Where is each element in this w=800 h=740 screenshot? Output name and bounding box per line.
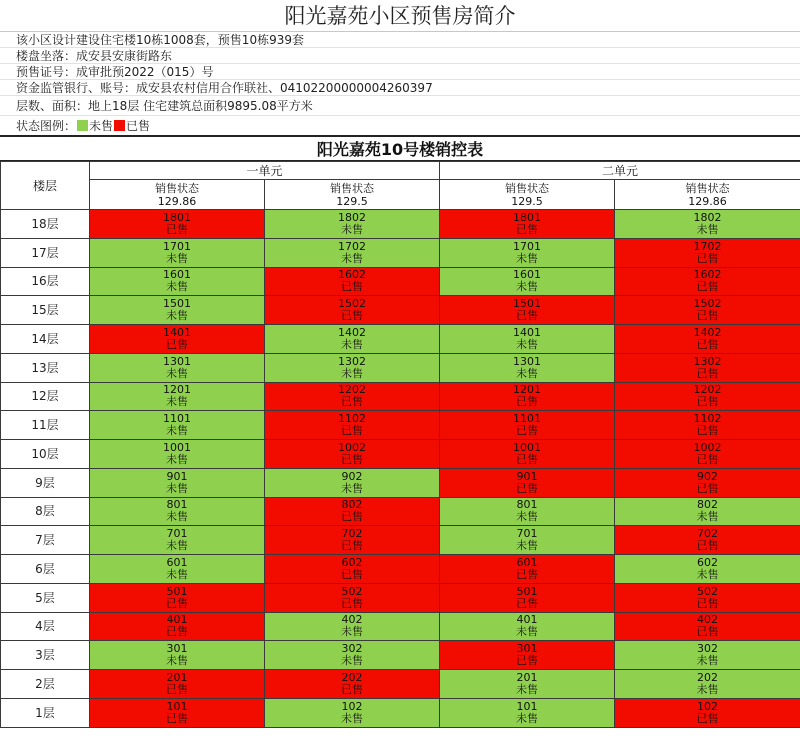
floor-row — [1, 296, 800, 325]
room-number: 102 — [341, 699, 363, 713]
room-cell — [90, 583, 265, 612]
room-cell — [265, 555, 440, 584]
room-status: 未售 — [166, 280, 188, 294]
room-status: 已售 — [341, 452, 363, 466]
floor-label: 4层 — [1, 612, 90, 641]
column-header-area: 129.5 — [511, 194, 543, 208]
room-status: 未售 — [516, 280, 539, 294]
room-number: 202 — [341, 670, 363, 684]
room-cell — [440, 440, 615, 469]
room-status: 已售 — [696, 539, 719, 553]
room-status: 已售 — [696, 711, 719, 725]
room-number: 701 — [516, 527, 538, 541]
room-status: 已售 — [341, 424, 363, 438]
room-cell — [440, 497, 615, 526]
room-status: 已售 — [166, 337, 188, 351]
room-status: 未售 — [341, 711, 363, 725]
room-status: 已售 — [696, 251, 719, 265]
room-cell — [440, 526, 615, 555]
room-number: 1701 — [163, 239, 191, 253]
room-cell — [615, 468, 800, 497]
room-status: 未售 — [166, 251, 188, 265]
room-cell — [90, 612, 265, 641]
room-number: 301 — [166, 642, 188, 656]
room-number: 1201 — [513, 383, 542, 397]
room-status: 未售 — [516, 625, 539, 639]
room-cell — [615, 267, 800, 296]
floor-row — [1, 670, 800, 699]
room-cell — [265, 382, 440, 411]
room-number: 1401 — [513, 325, 542, 339]
room-cell — [615, 670, 800, 699]
room-status: 已售 — [696, 625, 719, 639]
room-number: 1101 — [163, 412, 191, 426]
room-number: 802 — [341, 498, 363, 512]
room-number: 402 — [341, 613, 363, 627]
floor-row — [1, 497, 800, 526]
unit-one-header: 一单元 — [90, 162, 440, 180]
room-number: 1402 — [693, 325, 722, 339]
room-number: 1102 — [338, 412, 366, 426]
room-cell — [615, 698, 800, 727]
room-cell — [265, 296, 440, 325]
room-cell — [615, 641, 800, 670]
room-cell — [265, 698, 440, 727]
room-cell — [90, 382, 265, 411]
column-header-area: 129.5 — [336, 194, 368, 208]
room-cell — [90, 641, 265, 670]
floor-label: 11层 — [1, 411, 90, 440]
room-number: 901 — [516, 469, 538, 483]
room-number: 401 — [166, 613, 188, 627]
room-cell — [615, 296, 800, 325]
room-number: 702 — [697, 527, 719, 541]
room-number: 202 — [697, 670, 719, 684]
room-number: 1501 — [513, 297, 542, 311]
room-cell — [440, 612, 615, 641]
room-number: 801 — [166, 498, 188, 512]
room-number: 601 — [516, 555, 538, 569]
room-cell — [440, 296, 615, 325]
room-cell — [440, 670, 615, 699]
floor-row — [1, 238, 800, 267]
room-status: 已售 — [516, 395, 539, 409]
floor-row — [1, 440, 800, 469]
room-number: 1202 — [338, 383, 366, 397]
room-number: 1601 — [513, 268, 542, 282]
floor-label: 9层 — [1, 468, 90, 497]
room-cell — [440, 698, 615, 727]
room-number: 802 — [697, 498, 719, 512]
room-cell — [440, 583, 615, 612]
room-cell — [265, 210, 440, 239]
floor-label: 18层 — [1, 210, 90, 239]
floor-label: 1层 — [1, 698, 90, 727]
legend-label: 状态图例： — [16, 119, 77, 133]
room-cell — [90, 468, 265, 497]
room-number: 701 — [166, 527, 188, 541]
legend-sold-swatch — [114, 120, 125, 131]
room-number: 902 — [697, 469, 719, 483]
room-number: 1302 — [338, 354, 366, 368]
room-cell — [265, 526, 440, 555]
room-cell — [90, 497, 265, 526]
room-cell — [90, 698, 265, 727]
room-cell — [440, 382, 615, 411]
column-header-4 — [615, 180, 800, 210]
room-status: 已售 — [696, 395, 719, 409]
room-cell — [265, 267, 440, 296]
table-title: 阳光嘉苑10号楼销控表 — [0, 135, 800, 161]
room-status: 未售 — [166, 567, 188, 581]
room-status: 已售 — [341, 309, 363, 323]
floor-row — [1, 325, 800, 354]
room-status: 未售 — [341, 654, 363, 668]
room-status: 未售 — [166, 309, 188, 323]
room-number: 1801 — [513, 210, 542, 224]
room-number: 1202 — [693, 383, 722, 397]
room-cell — [615, 411, 800, 440]
room-cell — [90, 325, 265, 354]
room-number: 602 — [341, 555, 363, 569]
room-cell — [615, 555, 800, 584]
room-cell — [90, 440, 265, 469]
room-status: 未售 — [166, 654, 188, 668]
room-cell — [615, 497, 800, 526]
room-number: 201 — [516, 670, 538, 684]
room-status: 已售 — [166, 222, 188, 236]
info-permit-line: 预售证号：成审批预2022（015）号 — [0, 64, 800, 80]
room-status: 未售 — [341, 625, 363, 639]
room-number: 1702 — [338, 239, 366, 253]
room-number: 1001 — [513, 440, 542, 454]
room-cell — [440, 210, 615, 239]
room-status: 未售 — [341, 337, 363, 351]
info-area-line-visible: 层数、面积：地上18层 住宅建筑总面积9895.08平方米 — [0, 96, 800, 116]
floor-row — [1, 353, 800, 382]
room-status: 未售 — [516, 251, 539, 265]
room-number: 601 — [166, 555, 188, 569]
room-number: 1801 — [163, 210, 191, 224]
room-cell — [90, 210, 265, 239]
room-status: 未售 — [516, 711, 539, 725]
info-bank-line: 资金监管银行、账号：成安县农村信用合作联社、04102200000004260397 — [0, 80, 800, 96]
floor-label: 10层 — [1, 440, 90, 469]
floor-label: 17层 — [1, 238, 90, 267]
room-number: 1201 — [163, 383, 191, 397]
room-number: 501 — [166, 584, 188, 598]
floor-column-header: 楼层 — [1, 162, 90, 210]
room-status: 已售 — [341, 280, 363, 294]
room-status: 已售 — [341, 596, 363, 610]
room-status: 未售 — [516, 337, 539, 351]
room-number: 1502 — [693, 297, 722, 311]
room-cell — [90, 411, 265, 440]
floor-row — [1, 583, 800, 612]
info-units-line: 该小区设计建设住宅楼10栋1008套，预售10栋939套 — [0, 32, 800, 48]
room-cell — [265, 238, 440, 267]
column-header-1 — [90, 180, 265, 210]
floor-row — [1, 526, 800, 555]
floor-label: 6层 — [1, 555, 90, 584]
room-status: 未售 — [516, 510, 539, 524]
room-number: 1502 — [338, 297, 366, 311]
room-cell — [440, 411, 615, 440]
floor-row — [1, 411, 800, 440]
floor-label: 7层 — [1, 526, 90, 555]
room-cell — [90, 526, 265, 555]
room-number: 1402 — [338, 325, 366, 339]
room-status: 已售 — [516, 309, 539, 323]
room-number: 1702 — [693, 239, 722, 253]
room-cell — [90, 670, 265, 699]
room-cell — [440, 353, 615, 382]
room-cell — [440, 641, 615, 670]
room-cell — [615, 238, 800, 267]
room-status: 未售 — [696, 682, 719, 696]
room-cell — [265, 468, 440, 497]
room-status: 未售 — [696, 654, 719, 668]
room-cell — [90, 353, 265, 382]
column-header-area: 129.86 — [157, 194, 197, 208]
room-status: 已售 — [516, 222, 539, 236]
room-status: 已售 — [696, 452, 719, 466]
floor-row — [1, 555, 800, 584]
room-status: 已售 — [696, 366, 719, 380]
room-cell — [440, 267, 615, 296]
unit-two-header: 二单元 — [440, 162, 800, 180]
room-cell — [615, 325, 800, 354]
room-status: 未售 — [516, 366, 539, 380]
room-status: 未售 — [166, 424, 188, 438]
floor-row — [1, 382, 800, 411]
room-cell — [90, 238, 265, 267]
room-cell — [615, 583, 800, 612]
room-number: 1301 — [163, 354, 191, 368]
room-status: 已售 — [516, 567, 539, 581]
room-status: 未售 — [166, 539, 188, 553]
room-status: 已售 — [166, 596, 188, 610]
room-number: 1401 — [163, 325, 191, 339]
room-number: 901 — [166, 469, 188, 483]
room-status: 未售 — [516, 539, 539, 553]
room-number: 1001 — [163, 440, 191, 454]
legend-sold-text: 已售 — [126, 119, 151, 133]
room-status: 已售 — [516, 424, 539, 438]
room-status: 未售 — [696, 510, 719, 524]
floor-label: 2层 — [1, 670, 90, 699]
room-cell — [440, 325, 615, 354]
room-status: 已售 — [341, 567, 363, 581]
room-status: 已售 — [696, 596, 719, 610]
room-status: 已售 — [341, 510, 363, 524]
floor-row — [1, 612, 800, 641]
room-status: 未售 — [166, 395, 188, 409]
room-cell — [615, 526, 800, 555]
room-status: 已售 — [516, 596, 539, 610]
room-number: 1501 — [163, 297, 191, 311]
room-status: 已售 — [696, 309, 719, 323]
table-body — [1, 210, 800, 728]
room-cell — [265, 411, 440, 440]
room-status: 未售 — [166, 510, 188, 524]
room-number: 101 — [516, 699, 538, 713]
floor-row — [1, 267, 800, 296]
room-status: 已售 — [696, 481, 719, 495]
room-number: 1602 — [693, 268, 722, 282]
room-status: 已售 — [341, 539, 363, 553]
room-cell — [265, 583, 440, 612]
room-number: 1802 — [338, 210, 366, 224]
room-number: 602 — [697, 555, 719, 569]
room-number: 502 — [341, 584, 363, 598]
room-status: 已售 — [516, 654, 539, 668]
room-cell — [615, 210, 800, 239]
room-status: 未售 — [166, 452, 188, 466]
room-cell — [265, 353, 440, 382]
floor-label: 12层 — [1, 382, 90, 411]
room-status: 已售 — [696, 337, 719, 351]
room-status: 已售 — [341, 682, 363, 696]
legend-unsold-text: 未售 — [89, 119, 114, 133]
column-header-label: 销售状态 — [155, 181, 199, 195]
room-status: 未售 — [516, 682, 539, 696]
room-status: 未售 — [341, 481, 363, 495]
room-number: 1602 — [338, 268, 366, 282]
room-status: 已售 — [696, 280, 719, 294]
room-number: 502 — [697, 584, 719, 598]
room-number: 1102 — [693, 412, 722, 426]
room-number: 1802 — [693, 210, 722, 224]
page-title: 阳光嘉苑小区预售房简介 — [0, 0, 800, 32]
floor-label: 13层 — [1, 353, 90, 382]
room-status: 未售 — [341, 366, 363, 380]
room-status: 未售 — [696, 222, 719, 236]
floor-label: 8层 — [1, 497, 90, 526]
room-number: 801 — [516, 498, 538, 512]
floor-row — [1, 210, 800, 239]
room-status: 已售 — [166, 711, 188, 725]
room-cell — [265, 325, 440, 354]
room-number: 401 — [516, 613, 538, 627]
room-cell — [615, 612, 800, 641]
floor-label: 16层 — [1, 267, 90, 296]
room-number: 1301 — [513, 354, 542, 368]
room-number: 1601 — [163, 268, 191, 282]
room-cell — [615, 382, 800, 411]
room-cell — [440, 555, 615, 584]
room-cell — [265, 497, 440, 526]
column-header-label: 销售状态 — [685, 181, 730, 195]
room-status: 未售 — [341, 251, 363, 265]
room-number: 302 — [697, 642, 719, 656]
floor-label: 15层 — [1, 296, 90, 325]
room-number: 902 — [341, 469, 363, 483]
room-status: 已售 — [166, 682, 188, 696]
room-status: 未售 — [166, 366, 188, 380]
room-number: 1002 — [338, 440, 366, 454]
legend-unsold-swatch — [77, 120, 88, 131]
room-status: 已售 — [341, 395, 363, 409]
room-number: 1302 — [693, 354, 722, 368]
room-number: 501 — [516, 584, 538, 598]
room-number: 301 — [516, 642, 538, 656]
room-cell — [90, 555, 265, 584]
room-number: 1101 — [513, 412, 542, 426]
room-cell — [265, 670, 440, 699]
room-cell — [90, 296, 265, 325]
room-cell — [440, 468, 615, 497]
room-status: 已售 — [516, 452, 539, 466]
info-location-line: 楼盘坐落：成安县安康街路东 — [0, 48, 800, 64]
column-header-label: 销售状态 — [330, 181, 374, 195]
room-number: 101 — [166, 699, 188, 713]
status-legend — [0, 116, 800, 136]
room-status: 已售 — [166, 625, 188, 639]
floor-label: 14层 — [1, 325, 90, 354]
floor-row — [1, 641, 800, 670]
column-header-label: 销售状态 — [505, 181, 550, 195]
room-status: 已售 — [516, 481, 539, 495]
room-number: 201 — [166, 670, 188, 684]
floor-row — [1, 468, 800, 497]
room-cell — [265, 440, 440, 469]
floor-row — [1, 698, 800, 727]
room-cell — [615, 440, 800, 469]
room-number: 402 — [697, 613, 719, 627]
room-number: 302 — [341, 642, 363, 656]
room-status: 未售 — [341, 222, 363, 236]
room-number: 1701 — [513, 239, 542, 253]
room-status: 未售 — [696, 567, 719, 581]
sales-control-table — [0, 161, 800, 728]
room-status: 未售 — [166, 481, 188, 495]
room-cell — [265, 641, 440, 670]
floor-label: 3层 — [1, 641, 90, 670]
room-number: 102 — [697, 699, 719, 713]
room-cell — [90, 267, 265, 296]
room-status: 已售 — [696, 424, 719, 438]
room-cell — [615, 353, 800, 382]
column-header-2 — [265, 180, 440, 210]
room-number: 1002 — [693, 440, 722, 454]
room-number: 702 — [341, 527, 363, 541]
column-header-3 — [440, 180, 615, 210]
floor-label: 5层 — [1, 583, 90, 612]
room-cell — [265, 612, 440, 641]
column-header-area: 129.86 — [688, 194, 727, 208]
room-cell — [440, 238, 615, 267]
